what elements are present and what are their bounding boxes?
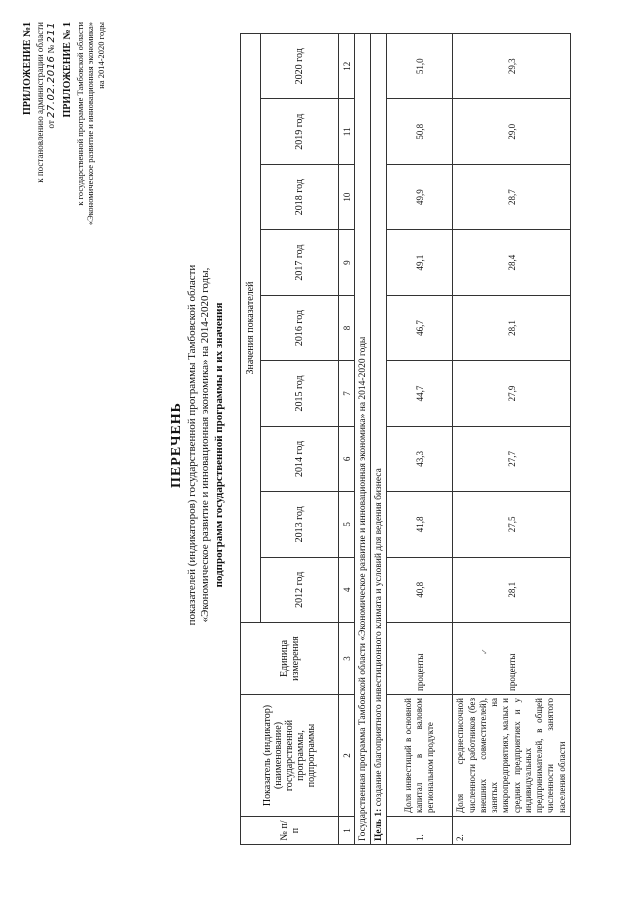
row-value: 50,8 (387, 99, 453, 164)
column-number: 9 (339, 230, 355, 295)
column-number: 6 (339, 426, 355, 491)
header-year: 2020 год (261, 34, 339, 100)
appendix-program-heading: ПРИЛОЖЕНИЕ № 1 (62, 22, 73, 118)
document-subtitle-3: подпрограмм государственной программы и их значения (213, 302, 225, 588)
header-year: 2017 год (261, 230, 339, 295)
column-number: 3 (339, 623, 355, 695)
document-subtitle-1: показателей (индикаторов) государственной программы Тамбовской области (185, 264, 198, 626)
row-value: 28,1 (453, 295, 571, 360)
appendix-decree-block (22, 22, 58, 183)
row-number: 2. (453, 817, 571, 845)
decree-date-line (46, 22, 59, 183)
row-indicator: Доля инвестиций в основной капитал в валовом региональном продукте (387, 695, 453, 817)
row-value: 44,7 (387, 361, 453, 426)
header-indicator: Показатель (индикатор) (наименование) государственной программы, подпрограммы (241, 695, 339, 817)
row-value: 49,1 (387, 230, 453, 295)
row-value: 27,5 (453, 492, 571, 557)
goal-text: создание благоприятного инвестиционного климата и условий для ведения бизнеса (373, 468, 384, 807)
scan-artifact: ✓ (480, 648, 489, 655)
row-unit: проценты (453, 623, 571, 695)
header-year: 2018 год (261, 164, 339, 229)
appendix-program-line1: к государственной программе Тамбовской области (74, 22, 85, 206)
row-value: 46,7 (387, 295, 453, 360)
header-unit: Единица измерения (241, 623, 339, 695)
column-number: 7 (339, 361, 355, 426)
header-year: 2015 год (261, 361, 339, 426)
appendix-decree-heading: ПРИЛОЖЕНИЕ №1 (22, 22, 33, 115)
goal-label: Цель 1: (373, 808, 384, 841)
header-row-group (241, 34, 261, 845)
program-title: Государственная программа Тамбовской области «Экономическое развитие и инновационная экономика» на 2014-2020 годы (355, 34, 371, 845)
row-value: 41,8 (387, 492, 453, 557)
row-unit: проценты (387, 623, 453, 695)
row-number: 1. (387, 817, 453, 845)
from-label: от (45, 120, 56, 129)
row-value: 43,3 (387, 426, 453, 491)
document-title: ПЕРЕЧЕНЬ (169, 402, 184, 488)
table-row (387, 34, 453, 845)
column-number: 8 (339, 295, 355, 360)
goal-row (371, 34, 387, 845)
decree-number: 211 (45, 22, 57, 43)
indicators-table (240, 33, 571, 845)
row-value: 29,3 (453, 34, 571, 100)
row-value: 27,7 (453, 426, 571, 491)
column-number: 11 (339, 99, 355, 164)
document-subtitle-2: «Экономическое развитие и инновационная экономика» на 2014-2020 годы, (199, 267, 212, 623)
header-year: 2019 год (261, 99, 339, 164)
decree-date: 27.02.2016 (45, 55, 57, 118)
table-row (453, 34, 571, 845)
goal-cell (371, 34, 387, 845)
header-values-group: Значения показателей (241, 34, 261, 623)
header-year: 2014 год (261, 426, 339, 491)
column-number: 1 (339, 817, 355, 845)
column-number-row (339, 34, 355, 845)
appendix-program-block (62, 22, 106, 225)
row-value: 51,0 (387, 34, 453, 100)
column-number: 2 (339, 695, 355, 817)
row-value: 28,1 (453, 557, 571, 622)
row-indicator: Доля среднесписочной численности работников (без внешних совместителей), занятых на микропредприятиях, малых и средних предприятиях и у индивидуальных предпринимателей, в общей численности занятого населения области (453, 695, 571, 817)
program-row (355, 34, 371, 845)
column-number: 12 (339, 34, 355, 100)
number-label: № (45, 44, 56, 54)
appendix-program-line2: «Экономическое развитие и инновационная экономика» (85, 22, 96, 226)
document-title-block (168, 185, 227, 705)
row-value: 28,7 (453, 164, 571, 229)
column-number: 5 (339, 492, 355, 557)
header-num: № п/п (241, 817, 339, 845)
header-year: 2013 год (261, 492, 339, 557)
column-number: 10 (339, 164, 355, 229)
row-value: 28,4 (453, 230, 571, 295)
row-value: 49,9 (387, 164, 453, 229)
appendix-decree-line: к постановлению администрации области (34, 22, 45, 183)
row-value: 29,0 (453, 99, 571, 164)
row-value: 40,8 (387, 557, 453, 622)
column-number: 4 (339, 557, 355, 622)
header-year: 2012 год (261, 557, 339, 622)
row-value: 27,9 (453, 361, 571, 426)
appendix-program-line3: на 2014-2020 годы (95, 22, 106, 89)
header-year: 2016 год (261, 295, 339, 360)
